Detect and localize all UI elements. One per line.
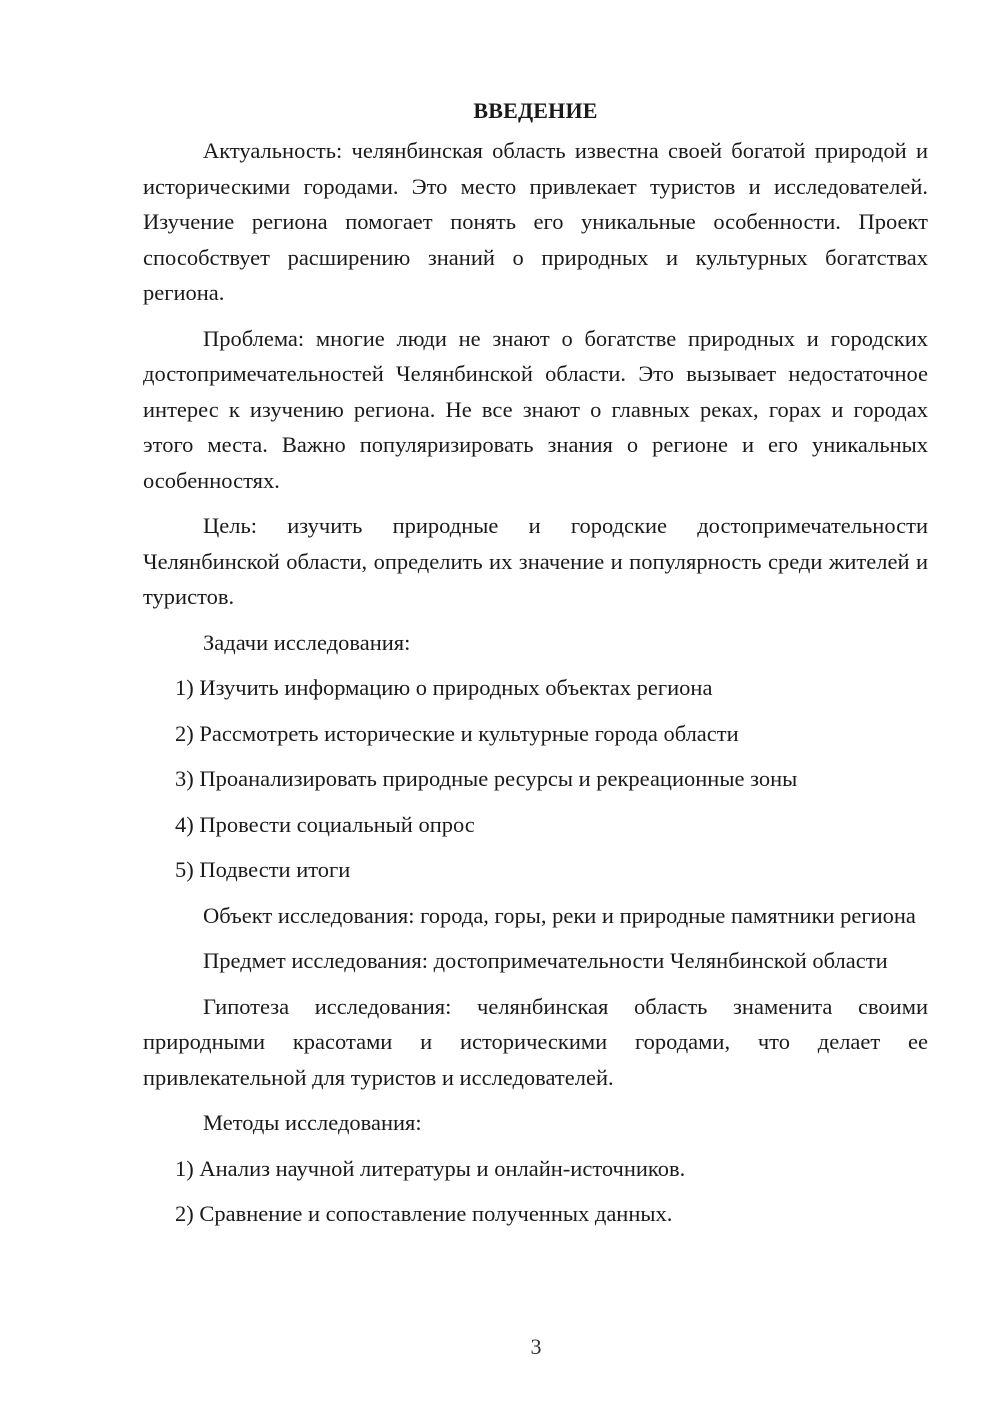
list-item-task-1: 1) Изучить информацию о природных объектах региона [175,675,713,700]
paragraph-object: Объект исследования: города, горы, реки и природные памятники региона [203,902,916,928]
paragraph-problem: Проблема: многие люди не знают о богатстве природных и городских достопримечательностей Челянбинской области. Это вызывает недостаточное интерес к изучению региона. Не все знают о главных реках, горах и городах этого места. Важно популяризировать знания о регионе и его уникальных особенностях. [143,325,928,493]
paragraph-subject: Предмет исследования: достопримечательности Челянбинской области [203,948,888,973]
paragraph-goal: Цель: изучить природные и городские достопримечательности Челянбинской области, определить их значение и популярность среди жителей и туристов. [143,513,928,609]
list-item-task-5: 5) Подвести итоги [175,857,351,882]
paragraph-relevance: Актуальность: челянбинская область известна своей богатой природой и историческими городами. Это место привлекает туристов и исследователей. Изучение региона помогает понять его уникальные особенности. Проект способствует расширению знаний о природных и культурных богатствах региона. [143,138,928,305]
tasks-heading: Задачи исследования: [203,629,411,655]
list-item-task-4: 4) Провести социальный опрос [175,811,475,837]
list-item-method-1: 1) Анализ научной литературы и онлайн-источников. [175,1155,686,1181]
paragraph-hypothesis: Гипотеза исследования: челянбинская область знаменита своими природными красотами и историческими городами, что делает ее привлекательной для туристов и исследователей. [143,993,928,1090]
page-title: ВВЕДЕНИЕ [473,98,598,123]
list-item-method-2: 2) Сравнение и сопоставление полученных данных. [175,1201,673,1226]
list-item-task-2: 2) Рассмотреть исторические и культурные города области [175,720,739,746]
methods-heading: Методы исследования: [203,1110,422,1135]
list-item-task-3: 3) Проанализировать природные ресурсы и рекреационные зоны [175,766,798,791]
document-page [143,96,928,1242]
page-number: 3 [530,1334,542,1359]
